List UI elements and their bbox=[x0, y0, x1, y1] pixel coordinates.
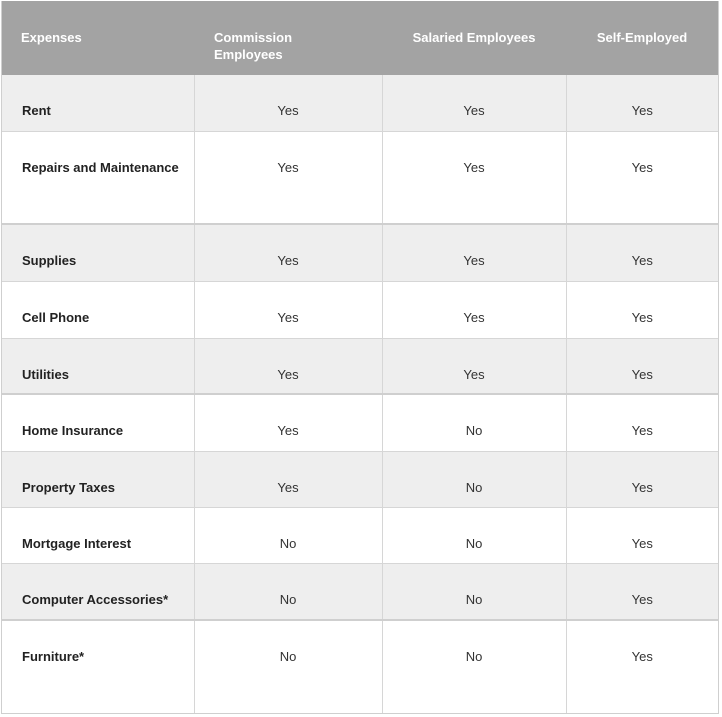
expense-label: Home Insurance bbox=[2, 394, 194, 451]
commission-value: Yes bbox=[194, 394, 382, 451]
salaried-value: Yes bbox=[382, 338, 566, 394]
table-row bbox=[2, 507, 718, 563]
table-body bbox=[2, 75, 718, 713]
expense-label: Computer Accessories* bbox=[2, 563, 194, 620]
expense-label: Rent bbox=[2, 75, 194, 131]
commission-value: Yes bbox=[194, 75, 382, 131]
table-row bbox=[2, 75, 718, 131]
salaried-value: No bbox=[382, 620, 566, 713]
header-expenses: Expenses bbox=[2, 1, 194, 75]
salaried-value: No bbox=[382, 451, 566, 507]
expenses-table-container bbox=[1, 1, 719, 714]
header-commission-employees: Commission Employees bbox=[194, 1, 382, 75]
expense-label: Supplies bbox=[2, 224, 194, 281]
self-employed-value: Yes bbox=[566, 507, 718, 563]
table-row bbox=[2, 451, 718, 507]
commission-value: Yes bbox=[194, 224, 382, 281]
self-employed-value: Yes bbox=[566, 394, 718, 451]
self-employed-value: Yes bbox=[566, 224, 718, 281]
commission-value: No bbox=[194, 620, 382, 713]
self-employed-value: Yes bbox=[566, 563, 718, 620]
commission-value: Yes bbox=[194, 131, 382, 224]
salaried-value: Yes bbox=[382, 75, 566, 131]
header-self-employed: Self-Employed bbox=[566, 1, 718, 75]
commission-value: Yes bbox=[194, 338, 382, 394]
header-row bbox=[2, 1, 718, 75]
expense-label: Repairs and Maintenance bbox=[2, 131, 194, 224]
expense-label: Furniture* bbox=[2, 620, 194, 713]
table-row bbox=[2, 563, 718, 620]
header-salaried-employees: Salaried Employees bbox=[382, 1, 566, 75]
self-employed-value: Yes bbox=[566, 338, 718, 394]
commission-value: No bbox=[194, 563, 382, 620]
table-row bbox=[2, 281, 718, 338]
salaried-value: No bbox=[382, 394, 566, 451]
expense-label: Mortgage Interest bbox=[2, 507, 194, 563]
expense-label: Cell Phone bbox=[2, 281, 194, 338]
self-employed-value: Yes bbox=[566, 620, 718, 713]
commission-value: No bbox=[194, 507, 382, 563]
salaried-value: Yes bbox=[382, 281, 566, 338]
expenses-table bbox=[2, 1, 718, 713]
salaried-value: No bbox=[382, 563, 566, 620]
table-row bbox=[2, 394, 718, 451]
expense-label: Utilities bbox=[2, 338, 194, 394]
table-row bbox=[2, 338, 718, 394]
self-employed-value: Yes bbox=[566, 75, 718, 131]
table-row bbox=[2, 224, 718, 281]
self-employed-value: Yes bbox=[566, 131, 718, 224]
expense-label: Property Taxes bbox=[2, 451, 194, 507]
commission-value: Yes bbox=[194, 281, 382, 338]
self-employed-value: Yes bbox=[566, 451, 718, 507]
salaried-value: Yes bbox=[382, 131, 566, 224]
salaried-value: Yes bbox=[382, 224, 566, 281]
self-employed-value: Yes bbox=[566, 281, 718, 338]
table-row bbox=[2, 131, 718, 224]
commission-value: Yes bbox=[194, 451, 382, 507]
table-row bbox=[2, 620, 718, 713]
salaried-value: No bbox=[382, 507, 566, 563]
table-header bbox=[2, 1, 718, 75]
